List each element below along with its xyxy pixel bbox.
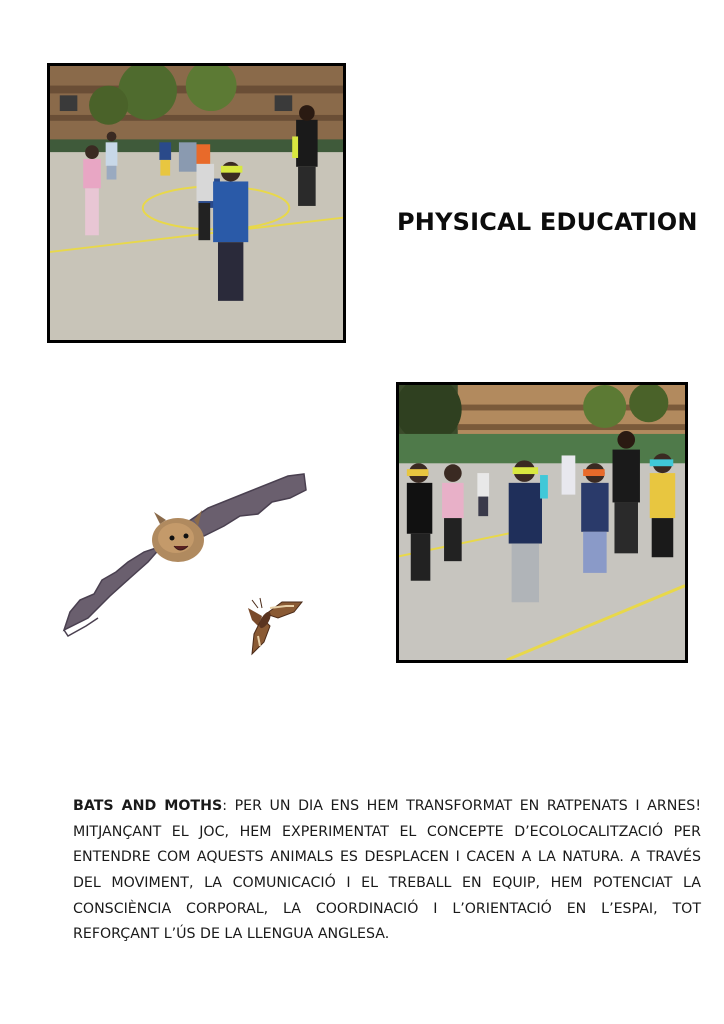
page-title: PHYSICAL EDUCATION: [397, 208, 698, 237]
article-paragraph: [73, 794, 701, 948]
photo-2-illustration: [399, 385, 685, 660]
article-separator: :: [222, 798, 227, 815]
bat-and-moth-illustration: [58, 468, 318, 668]
moth-icon: [248, 598, 302, 654]
article-text: PER UN DIA ENS HEM TRANSFORMAT EN RATPENATS I ARNES! MITJANÇANT EL JOC, HEM EXPERIMENTAT EL CONCEPTE D’ECOLOCALITZACIÓ PER ENTENDRE COM AQUESTS ANIMALS ES DESPLACEN I CACEN A LA NATURA. A TRAVÉS DEL MOVIMENT, LA COMUNICACIÓ I EL TREBALL EN EQUIP, HEM POTENCIAT LA CONSCIÈNCIA CORPORAL, LA COORDINACIÓ I L’ORIENTACIÓ EN L’ESPAI, TOT REFORÇANT L’ÚS DE LA LLENGUA ANGLESA.: [73, 798, 702, 943]
photo-1-illustration: [50, 66, 343, 340]
photo-children-playing-2: [396, 382, 688, 663]
photo-children-playing-1: [47, 63, 346, 343]
article-lead: BATS AND MOTHS: [73, 798, 223, 815]
